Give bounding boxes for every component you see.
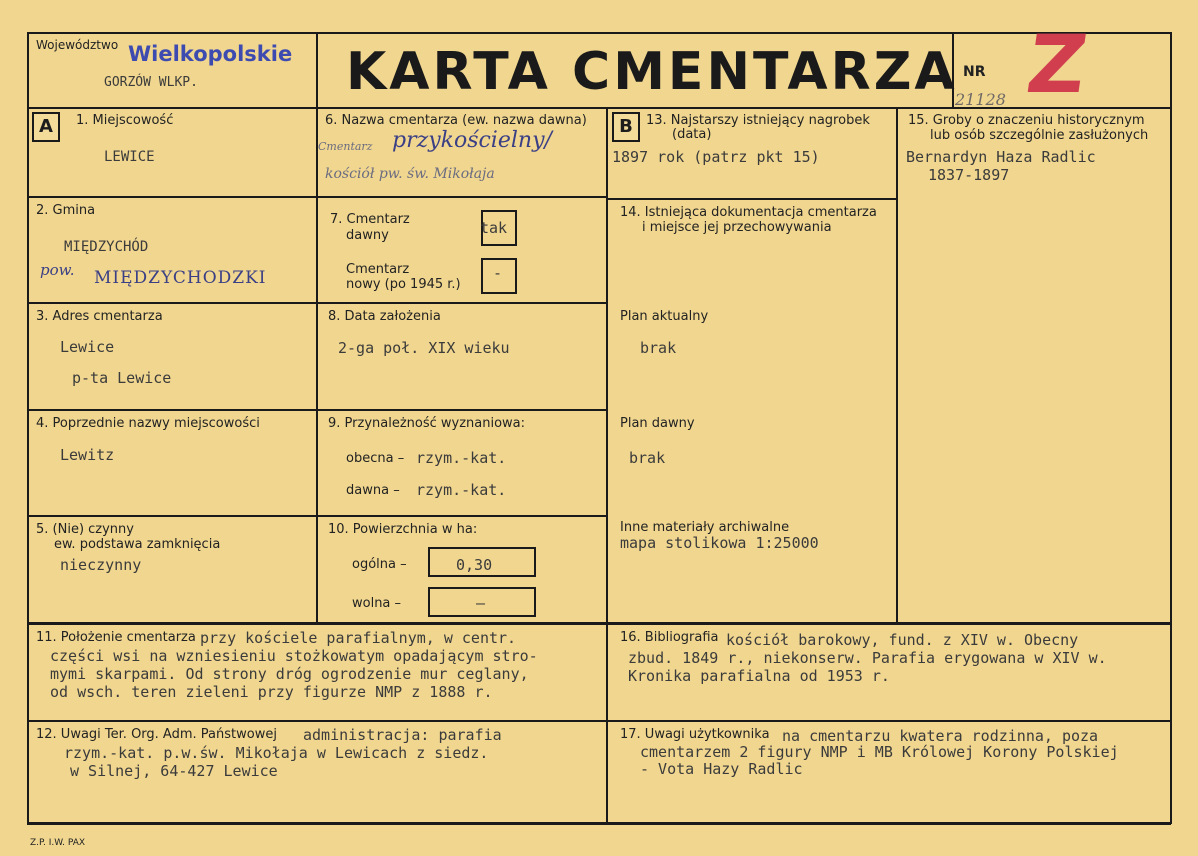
field-7-nowy-label-2: nowy (po 1945 r.) [346, 277, 461, 292]
plan-dawny-label: Plan dawny [620, 416, 695, 431]
field-12-line2: rzym.-kat. p.w.św. Mikołaja w Lewicach z siedz. [64, 744, 489, 762]
frame-bottom [27, 822, 1171, 825]
field-11-line2: części wsi na wzniesieniu stożkowatym opadającym stro- [50, 647, 538, 665]
inne-materialy-value: mapa stolikowa 1:25000 [620, 534, 819, 552]
field-2-pow-prefix: pow. [40, 261, 75, 279]
wojewodztwo-value: Wielkopolskie [128, 42, 293, 66]
field-16-line1: kościół barokowy, fund. z XIV w. Obecny [726, 631, 1079, 649]
field-8-label: 8. Data założenia [328, 309, 441, 324]
field-6-hand-small2: kościół pw. św. Mikołaja [325, 166, 495, 182]
frame-left [27, 32, 29, 824]
field-13-value: 1897 rok (patrz pkt 15) [612, 148, 820, 166]
field-15-line1: Bernardyn Haza Radlic [906, 148, 1096, 166]
field-6-label: 6. Nazwa cmentarza (ew. nazwa dawna) [325, 113, 587, 128]
row-line-b3 [316, 409, 608, 411]
field-7-dawny-label-1: 7. Cmentarz [330, 212, 410, 227]
row-line-a1 [27, 196, 317, 198]
gorzow-text: GORZÓW WLKP. [104, 75, 198, 90]
wojewodztwo-label: Województwo [36, 38, 119, 52]
field-9-dawna-value: rzym.-kat. [416, 481, 507, 499]
field-8-value: 2-ga poł. XIX wieku [338, 339, 510, 357]
field-16-line2: zbud. 1849 r., niekonserw. Parafia erygowana w XIV w. [628, 649, 1107, 667]
field-7-dawny-value: tak [480, 219, 508, 237]
field-7-nowy-label-1: Cmentarz [346, 262, 410, 277]
field-13-label-1: 13. Najstarszy istniejący nagrobek [646, 113, 870, 128]
field-15-label-2: lub osób szczególnie zasłużonych [930, 128, 1149, 143]
nr-label: NR [963, 64, 986, 80]
field-17-line2: cmentarzem 2 figury NMP i MB Królowej Korony Polskiej [640, 743, 1119, 761]
field-14-label-2: i miejsce jej przechowywania [642, 220, 832, 235]
field-12-label: 12. Uwagi Ter. Org. Adm. Państwowej [36, 727, 277, 742]
field-5-label-2: ew. podstawa zamknięcia [54, 537, 221, 552]
printer-imprint: Z.P. I.W. PAX [30, 838, 86, 848]
nr-value: 21128 [955, 90, 1006, 109]
field-11-line4: od wsch. teren zieleni przy figurze NMP z 1888 r. [50, 683, 493, 701]
field-10-wolna-label: wolna – [352, 596, 402, 611]
field-2-label: 2. Gmina [36, 203, 96, 218]
field-2-value: MIĘDZYCHÓD [64, 239, 149, 255]
field-6-hand-big: przykościelny/ [392, 128, 552, 153]
nr-letter-stamp: Z [1021, 18, 1093, 111]
card-title: KARTA CMENTARZA [346, 42, 958, 102]
lower-top-line [27, 622, 1171, 625]
field-17-line3: - Vota Hazy Radlic [640, 760, 803, 778]
field-15-line2: 1837-1897 [928, 166, 1010, 184]
field-17-label: 17. Uwagi użytkownika [620, 727, 770, 742]
field-7-nowy-value: - [493, 264, 503, 282]
field-9-label: 9. Przynależność wyznaniowa: [328, 416, 526, 431]
field-14-label-1: 14. Istniejąca dokumentacja cmentarza [620, 205, 877, 220]
field-12-line3: w Silnej, 64-427 Lewice [70, 762, 278, 780]
field-5-value: nieczynny [60, 556, 142, 574]
field-4-value: Lewitz [60, 446, 115, 464]
row-line-b4 [316, 515, 608, 517]
field-9-obecna-value: rzym.-kat. [416, 449, 507, 467]
field-11-line3: mymi skarpami. Od strony dróg ogrodzenie mur ceglany, [50, 665, 529, 683]
row-line-b1 [316, 196, 608, 198]
col-divider-2 [606, 107, 608, 822]
field-15-label-1: 15. Groby o znaczeniu historycznym [908, 113, 1145, 128]
row-line-a3 [27, 409, 317, 411]
lower-mid-line [27, 720, 1171, 722]
field-17-line1: na cmentarzu kwatera rodzinna, poza [782, 727, 1099, 745]
frame-top [27, 32, 1171, 34]
field-9-dawna-label: dawna – [346, 483, 400, 498]
field-12-line1: administracja: parafia [303, 726, 502, 744]
field-3-label: 3. Adres cmentarza [36, 309, 163, 324]
col-divider-3 [896, 107, 898, 622]
field-10-ogolna-label: ogólna – [352, 557, 407, 572]
field-7-dawny-label-2: dawny [346, 228, 389, 243]
field-9-obecna-label: obecna – [346, 451, 405, 466]
field-3-line1: Lewice [60, 338, 115, 356]
field-16-label: 16. Bibliografia [620, 630, 719, 645]
row-line-a2 [27, 302, 317, 304]
field-10-label: 10. Powierzchnia w ha: [328, 522, 478, 537]
plan-aktualny-label: Plan aktualny [620, 309, 709, 324]
field-11-line1: przy kościele parafialnym, w centr. [200, 629, 517, 647]
frame-right [1170, 32, 1172, 824]
field-2-pow-value: MIĘDZYCHODZKI [94, 268, 267, 288]
field-5-label-1: 5. (Nie) czynny [36, 522, 134, 537]
inne-materialy-label: Inne materiały archiwalne [620, 520, 790, 535]
field-3-line2: p-ta Lewice [72, 369, 172, 387]
field-13-label-2: (data) [672, 127, 712, 142]
field-1-label: 1. Miejscowość [76, 113, 174, 128]
field-6-hand-small1: Cmentarz [318, 140, 373, 153]
field-1-value: LEWICE [104, 149, 155, 165]
header-divider-1 [316, 32, 318, 622]
field-10-wolna-value: – [476, 594, 486, 612]
row-line-a4 [27, 515, 317, 517]
section-a-badge: A [32, 112, 60, 142]
row-line-c1 [606, 198, 897, 200]
plan-aktualny-value: brak [640, 339, 677, 357]
row-line-b2 [316, 302, 608, 304]
field-4-label: 4. Poprzednie nazwy miejscowości [36, 416, 260, 431]
field-11-label: 11. Położenie cmentarza [36, 630, 196, 645]
field-16-line3: Kronika parafialna od 1953 r. [628, 667, 890, 685]
section-b-badge: B [612, 112, 640, 142]
field-10-ogolna-value: 0,30 [456, 556, 493, 574]
plan-dawny-value: brak [629, 449, 666, 467]
